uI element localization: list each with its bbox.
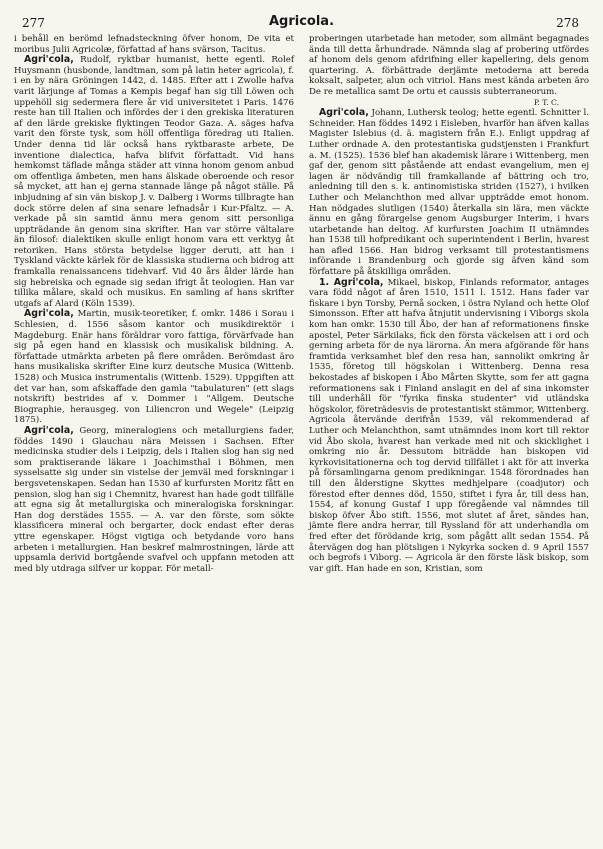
page-number-left: 277 [22, 16, 45, 30]
entry-text: Rudolf, ryktbar humanist, hette egentl. Rolef Huysmann (husbonde, landtman, som på latin heter agricola), f. i en by nära Gröningen 1442, d. 1485. Efter att i Zwolle hafva varit lärjunge af Tomas a Kempis begaf han sig till Löwen och uppehöll sig sedermera flere år vid universitetet i Paris. 1476 reste han till Italien och infördes der i den grekiska literaturen af den lärde grekiske flyktingen Teodor Gaza. A. säges hafva varit den förste tysk, som höll offentliga föredrag uti Italien. Under denna tid lär också hans ryktbaraste arbete, De inventione dialectica, hafva blifvit författadt. Vid hans hemkomst täflade många städer att vinna honom genom anbud om offentliga ämbeten, men hans älskade oberoende och resor så mycket, att han ej gerna stannade länge på något ställe. På inbjudning af sin vän biskop J. v. Dalberg i Worms tillbragte han dock större delen af sina senare lefnadsår i Kur-Pfaltz. — A. verkade på sin samtid ännu mera genom sitt personliga uppträdande än genom sina skrifter. Han var större vältalare än filosof: dialektiken skulle enligt honom vara ett verktyg åt retoriken. Hans största betydelse ligger deruti, att han i Tyskland väckte kärlek för de klassiska studierna och bidrog att framkalla renaissancens tidehvarf. Vid 40 års ålder lärde han sig hebreiska och egnade sig sedan ifrigt åt teologien. Han var tillika målare, skald och musikus. En samling af hans skrifter utgafs af Alard (Köln 1539). [14, 55, 294, 309]
entry [14, 55, 294, 309]
right-column [309, 34, 589, 574]
author-signature: P. T. C. [533, 97, 559, 107]
entry-text: Martin, musik-teoretiker, f. omkr. 1486 i Sorau i Schlesien, d. 1556 såsom kantor och musikdirektör i Magdeburg. Enär hans föräldrar voro fattiga, förvärfvade han sig på egen hand en klassisk och musikalisk bildning. A. författade utmärkta arbeten på flere områden. Berömdast äro hans musikaliska skrifter Eine kurz deutsche Musica (Wittenb. 1528) och Musica instrumentalis (Wittenb. 1529). Uppgiften att det var han, som afskaffade den gamla "tabulaturen" (ett slags notskrift) bestrides af v. Dommer i "Allgem. Deutsche Biographie, herausgeg. von Liliencron und Wegele" (Leipzig 1875). [14, 309, 294, 426]
entry-headword: Agri'cola, [319, 107, 369, 119]
page-number-right: 278 [556, 16, 579, 30]
running-head [14, 10, 589, 34]
entry [14, 309, 294, 426]
running-title: Agricola. [268, 14, 335, 29]
continued-paragraph: i behåll en berömd lefnadsteckning öfver honom, De vita et moribus Julii Agricolæ, författad af hans svärson, Tacitus. [14, 34, 294, 55]
entry [309, 278, 589, 575]
entry-headword: Agri'cola, [24, 308, 74, 320]
entry-text: Johann, Luthersk teolog; hette egentl. Schnitter l. Schneider. Han föddes 1492 i Eisleben, hvarför han äfven kallas Magister Islebius (d. ä. magistern från E.). Enligt uppdrag af Luther ordnade A. den protestantiska gudstjensten i Frankfurt a. M. (1525). 1536 blef han akademisk lärare i Wittenberg, men gaf der, genom sitt påstående att endast evangelium, men ej lagen är nödvändig till framkallande af bättring och tro, anledning till den s. k. antinomistiska striden (1527), i hvilken Luther och Melanchthon med allvar uppträdde emot honom. Han nödgades slutligen (1540) återkalla sin lära, men väckte ännu en gång förargelse genom Augsburger Interim, i hvars utarbetande han deltog. Af kurfursten Joachim II utnämndes han 1538 till hofpredikant och superintendent i Berlin, hvarest han afled 1566. Han bidrog verksamt till protestantismens införande i Brandenburg och gjorde sig äfven känd som författare på åtskilliga områden. [309, 108, 589, 278]
entry [309, 108, 589, 278]
entry-headword: Agri'cola, [24, 424, 74, 436]
left-column [14, 34, 294, 574]
entry [14, 426, 294, 574]
continued-paragraph: proberingen utarbetade han metoder, som allmänt begagnades ända till detta århundrade. Nämnda slag af probering utfördes af honom dels genom afdrifning eller kapellering, dels genom quartering. A. förbättrade derjämte metoderna att bereda koksalt, salpeter, alun och vitriol. Hans mest kända arbeten äro De re metallica samt De ortu et caussis subterraneorum. [309, 34, 589, 97]
entry-text: Mikael, biskop, Finlands reformator, antages vara född något af åren 1510, 1511 l. 1512. Hans fader var fiskare i byn Torsby, Pernå socken, i östra Nyland och hette Olof Simonsson. Efter att hafva åtnjutit undervisning i Viborgs skola kom han omkr. 1530 till Åbo, der han af reformationens finske apostel, Peter Särkilaks, fick den första väckelsen att i ord och gerning arbeta för de nya lärorna. Än mera afgörande för hans framtida verksamhet blef den resa han, sannolikt omkring år 1535, företog till högskolan i Wittenberg. Denna resa bekostades af biskopen i Åbo Mårten Skytte, som fer att gagna reformationens sak i Finland anslagit en del af sina inkomster till underhåll för "fyrika finska studenter" vid utländska högskolor, företrädesvis de protestantiskt stämmor, Wittenberg. Agricola återvände derifrån 1539, väl rekommenderad af Luther och Melanchthon, samt utnämndes inom kort till rektor vid Åbo skola, hvarest han verkade med nit och skicklighet i omkring nio år. Dessutom biträdde han biskopen vid kyrkovisitationerna och tog dervid tillfället i akt för att inverka på församlingarna genom predikningar. 1548 förordnades han till den ålderstigne Skyttes medhjelpare (coadjutor) och förestod efter dennes död, 1550, stiftet i fyra år, till dess han, 1554, af konung Gustaf I upp föregående val nämndes till biskop öfver Åbo stift. 1556, mot slutet af året, sändes han, jämte flere andra herrar, till Ryssland för att underhandla om fred efter det förödande krig, som pågått allt sedan 1554. På återvägen dog han plötsligen i Nykyrka socken d. 9 April 1557 och begrofs i Viborg. — Agricola är den förste läsk biskop, som var gift. Han hade en son, Kristian, som [309, 277, 589, 574]
entry-text: Georg, mineralogiens och metallurgiens fader, föddes 1490 i Glauchau nära Meissen i Sachsen. Efter medicinska studier dels i Leipzig, dels i Italien slog han sig ned som praktiserande läkare i Joachimsthal i Böhmen, men sysselsatte sig under sin vistelse der jemväl med forskningar i bergsvetenskapen. Sedan han 1530 af kurfursten Moritz fått en pension, slog han sig i Chemnitz, hvarest han hade godt tillfälle att egna sig åt metallurgiska och mineralogiska forskningar. Han dog derstädes 1555. — A. var den förste, som sökte klassificera mineral och bergarter, dock endast efter deras yttre egenskaper. Högst vigtiga och betydande voro hans arbeten i metallurgien. Han beskref malmrostningen, lärde att uppsamla derivid bortgående svafvel och uppfann metoden att med bly utdraga silfver ur koppar. För metall- [14, 425, 294, 574]
entry-headword: 1. Agri'cola, [319, 276, 384, 288]
entry-headword: Agri'cola, [24, 54, 74, 66]
columns [14, 34, 589, 574]
